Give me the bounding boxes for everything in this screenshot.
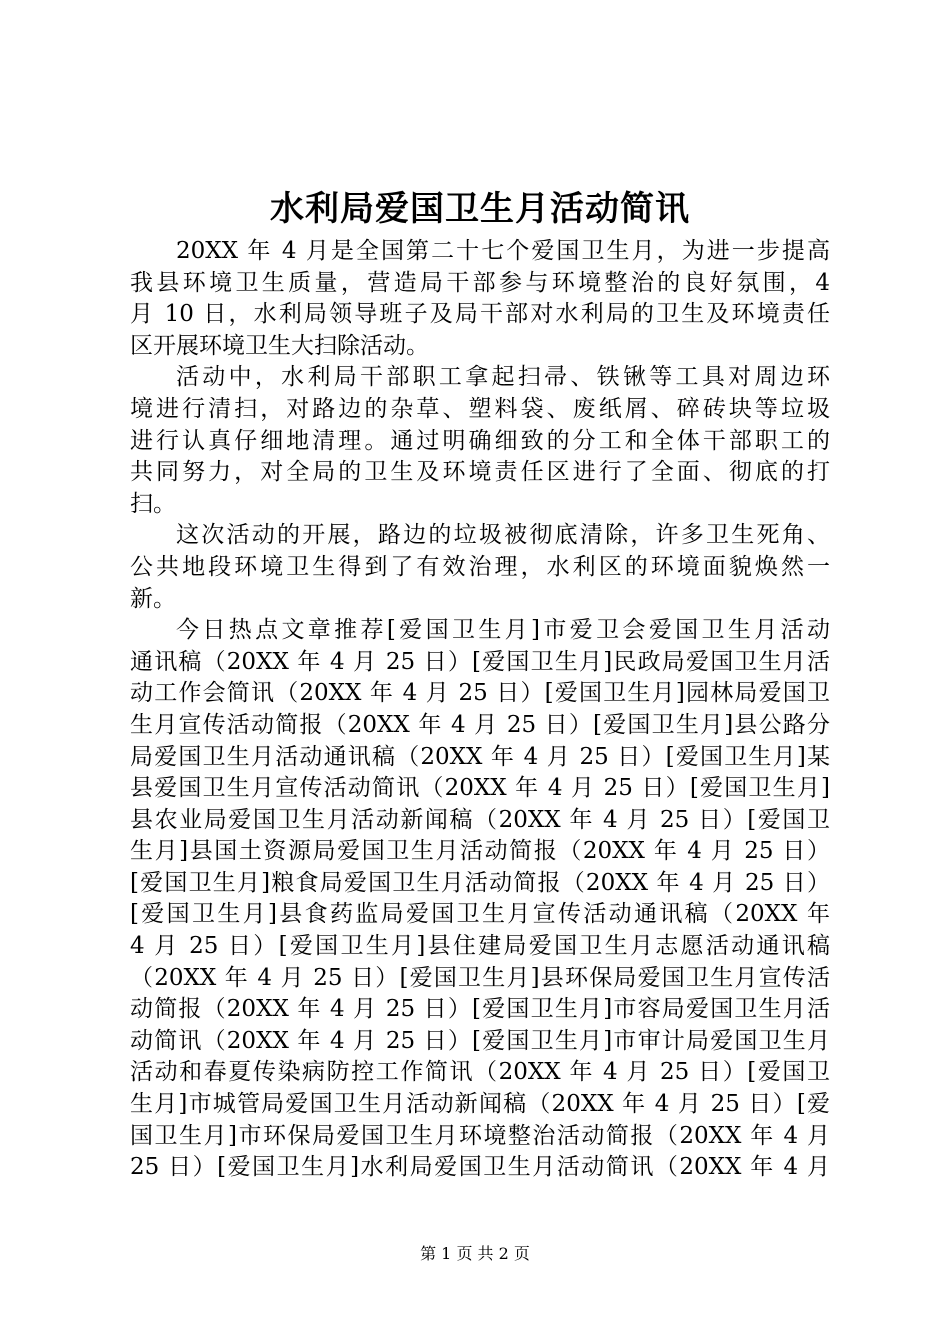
text-line: （20XX 年 4 月 25 日）[爱国卫生月]县环保局爱国卫生月宣传活 <box>130 964 830 991</box>
page-number-footer: 第 1 页 共 2 页 <box>420 1244 530 1263</box>
text-line: 境进行清扫，对路边的杂草、塑料袋、废纸屑、碎砖块等垃圾 <box>130 395 830 422</box>
text-line: 今日热点文章推荐[爱国卫生月]市爱卫会爱国卫生月活动 <box>176 617 830 644</box>
text-line: 公共地段环境卫生得到了有效治理，水利区的环境面貌焕然一 <box>130 553 830 580</box>
text-line: 生月]市城管局爱国卫生月活动新闻稿（20XX 年 4 月 25 日）[爱 <box>130 1091 830 1118</box>
text-line: 活动和春夏传染病防控工作简讯（20XX 年 4 月 25 日）[爱国卫 <box>130 1059 830 1086</box>
text-line: 我县环境卫生质量，营造局干部参与环境整治的良好氛围，4 <box>130 269 830 296</box>
paragraph-1 <box>130 236 830 362</box>
text-line: 动简讯（20XX 年 4 月 25 日）[爱国卫生月]市审计局爱国卫生月 <box>130 1027 830 1054</box>
paragraph-4-related-articles <box>130 615 830 1184</box>
text-line: 新。 <box>130 585 176 612</box>
text-line: 动工作会简讯（20XX 年 4 月 25 日）[爱国卫生月]园林局爱国卫 <box>130 680 830 707</box>
paragraph-2 <box>130 362 830 520</box>
text-line: 生月]县国土资源局爱国卫生月活动简报（20XX 年 4 月 25 日） <box>130 838 830 865</box>
text-line: [爱国卫生月]县食药监局爱国卫生月宣传活动通讯稿（20XX 年 <box>130 901 830 928</box>
text-line: 进行认真仔细地清理。通过明确细致的分工和全体干部职工的 <box>130 427 830 454</box>
paragraph-3 <box>130 520 830 615</box>
document-body <box>130 236 830 1184</box>
text-line: 共同努力，对全局的卫生及环境责任区进行了全面、彻底的打 <box>130 459 830 486</box>
document-title: 水利局爱国卫生月活动简讯 <box>270 189 690 229</box>
text-line: 国卫生月]市环保局爱国卫生月环境整治活动简报（20XX 年 4 月 <box>130 1122 830 1149</box>
text-line: 4 月 25 日）[爱国卫生月]县住建局爱国卫生月志愿活动通讯稿 <box>130 933 830 960</box>
text-line: 局爱国卫生月活动通讯稿（20XX 年 4 月 25 日）[爱国卫生月]某 <box>130 743 830 770</box>
text-line: 动简报（20XX 年 4 月 25 日）[爱国卫生月]市容局爱国卫生月活 <box>130 996 830 1023</box>
text-line: 活动中，水利局干部职工拿起扫帚、铁锹等工具对周边环 <box>176 364 830 391</box>
text-line: 县农业局爱国卫生月活动新闻稿（20XX 年 4 月 25 日）[爱国卫 <box>130 806 830 833</box>
text-line: 通讯稿（20XX 年 4 月 25 日）[爱国卫生月]民政局爱国卫生月活 <box>130 648 830 675</box>
text-line: 20XX 年 4 月是全国第二十七个爱国卫生月，为进一步提高 <box>176 238 830 264</box>
text-line: 这次活动的开展，路边的垃圾被彻底清除，许多卫生死角、 <box>176 522 830 549</box>
text-line: 区开展环境卫生大扫除活动。 <box>130 332 429 359</box>
text-line: 县爱国卫生月宣传活动简讯（20XX 年 4 月 25 日）[爱国卫生月] <box>130 775 830 802</box>
text-line: 扫。 <box>130 490 176 517</box>
text-line: 生月宣传活动简报（20XX 年 4 月 25 日）[爱国卫生月]县公路分 <box>130 711 830 738</box>
text-line: [爱国卫生月]粮食局爱国卫生月活动简报（20XX 年 4 月 25 日） <box>130 869 830 896</box>
text-line: 月 10 日，水利局领导班子及局干部对水利局的卫生及环境责任 <box>130 301 830 328</box>
text-line: 25 日）[爱国卫生月]水利局爱国卫生月活动简讯（20XX 年 4 月 <box>130 1154 830 1181</box>
